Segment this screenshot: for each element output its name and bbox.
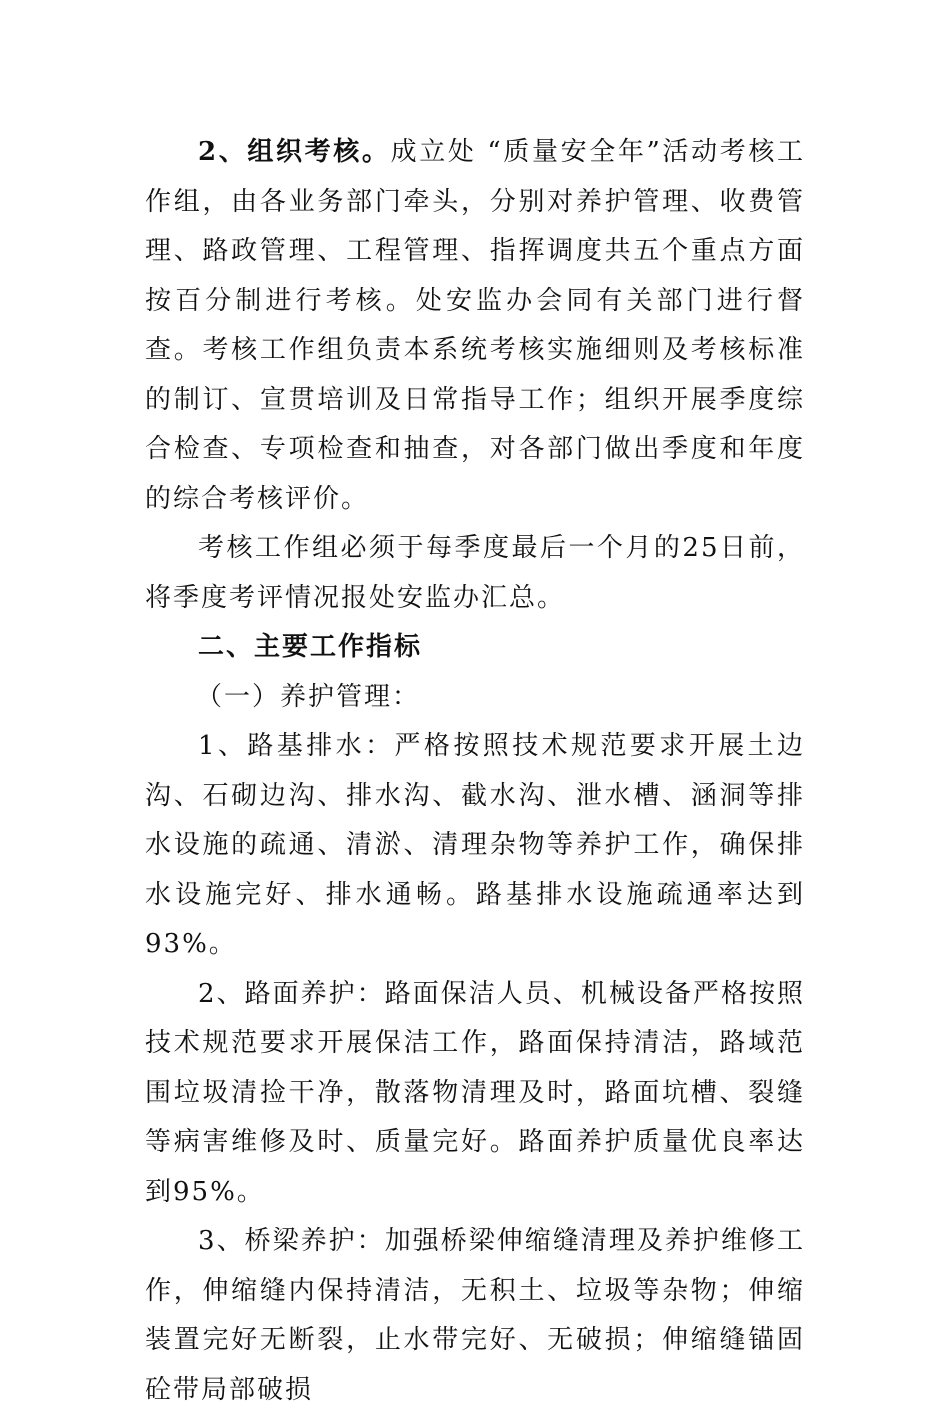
paragraph-body: 成立处 “质量安全年”活动考核工作组，由各业务部门牵头，分别对养护管理、收费管理、路政管理、工程管理、指挥调度共五个重点方面按百分制进行考核。处安监办会同有关部门进行督查。考核工作组负责本系统考核实施细则及考核标准的制订、宣贯培训及日常指导工作；组织开展季度综合检查、专项检查和抽查，对各部门做出季度和年度的综合考核评价。 [145,137,805,514]
subsection-heading-maintenance: （一）养护管理： [196,681,421,712]
document-page [145,128,805,1415]
paragraph-organize-assessment [145,128,805,524]
paragraph-deadline: 考核工作组必须于每季度最后一个月的25日前，将季度考评情况报处安监办汇总。 [145,533,805,613]
paragraph-lead: 2、组织考核。 [198,137,391,167]
paragraph-pavement-maintenance: 2、路面养护：路面保洁人员、机械设备严格按照技术规范要求开展保洁工作，路面保持清洁，路域范围垃圾清捡干净，散落物清理及时，路面坑槽、裂缝等病害维修及时、质量完好。路面养护质量优良率达到95%。 [145,978,805,1207]
section-heading-main-indicators: 二、主要工作指标 [198,632,423,662]
paragraph-subgrade-drainage: 1、路基排水：严格按照技术规范要求开展土边沟、石砌边沟、排水沟、截水沟、泄水槽、涵洞等排水设施的疏通、清淤、清理杂物等养护工作，确保排水设施完好、排水通畅。路基排水设施疏通率达到93%。 [145,731,805,959]
paragraph-bridge-maintenance: 3、桥梁养护：加强桥梁伸缩缝清理及养护维修工作，伸缩缝内保持清洁，无积土、垃圾等杂物；伸缩装置完好无断裂，止水带完好、无破损；伸缩缝锚固砼带局部破损 [145,1226,805,1405]
